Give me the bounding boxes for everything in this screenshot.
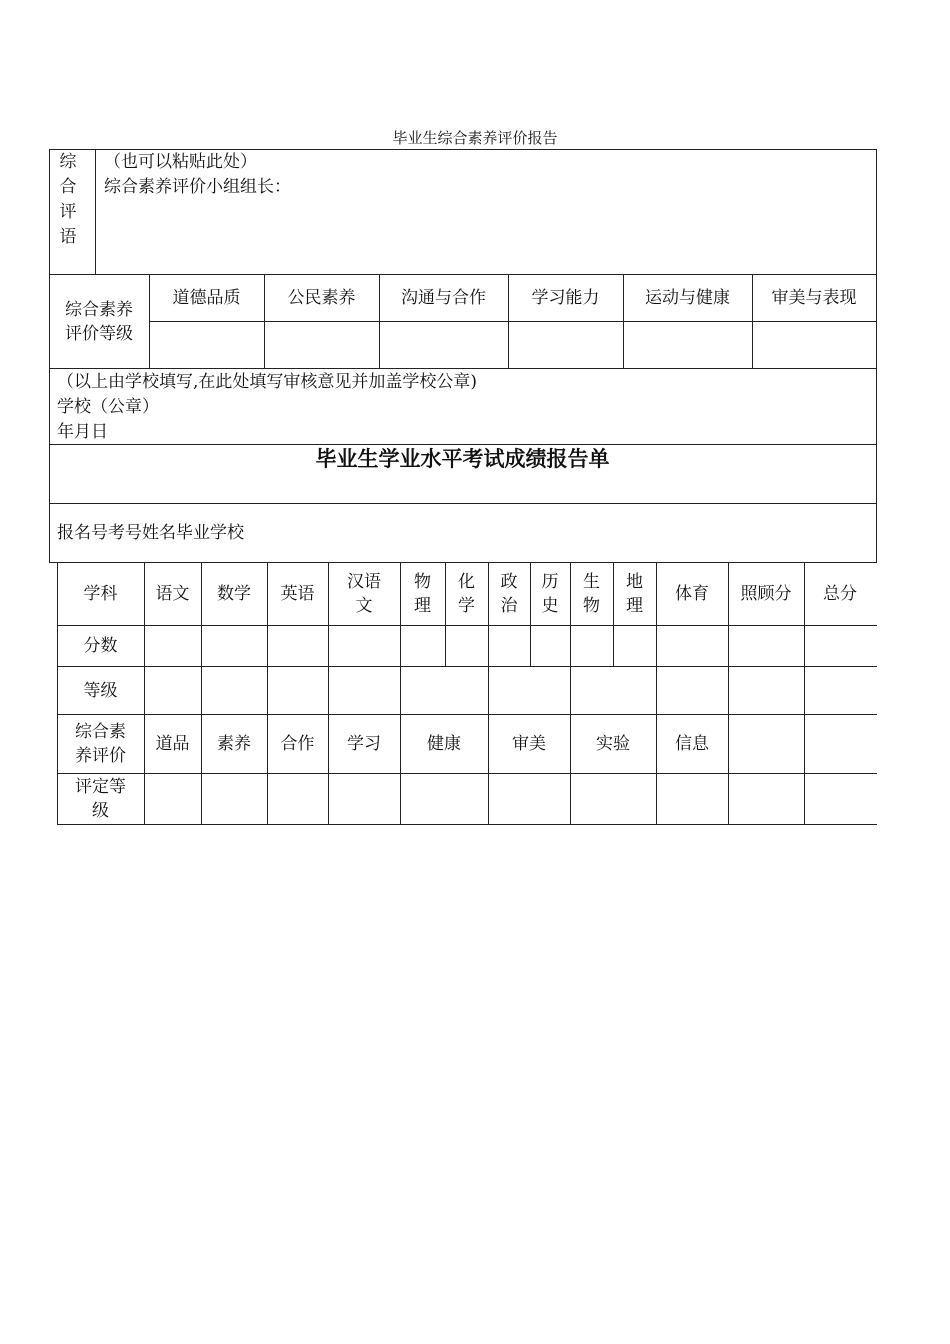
paste-note: （也可以粘贴此处） bbox=[104, 152, 257, 172]
level-row-label: 等级 bbox=[83, 680, 118, 701]
student-info: 报名号考号姓名毕业学校 bbox=[57, 523, 244, 543]
leader-label: 综合素养评价小组组长： bbox=[104, 177, 291, 197]
quality-item: 实验 bbox=[596, 734, 630, 754]
quality-item: 信息 bbox=[675, 734, 709, 754]
quality-item: 学习 bbox=[347, 734, 381, 754]
subject-header: 学科 bbox=[83, 584, 118, 604]
grade-row-label: 综合素养 评价等级 bbox=[65, 300, 133, 344]
quality-item: 健康 bbox=[427, 734, 461, 754]
subject-cell: 生 物 bbox=[583, 572, 600, 616]
score-row-label: 分数 bbox=[83, 636, 118, 656]
grade-category: 公民素养 bbox=[287, 288, 356, 308]
subject-cell: 历 史 bbox=[541, 572, 559, 616]
subject-cell: 汉语 文 bbox=[347, 572, 381, 616]
grade-category: 学习能力 bbox=[531, 288, 600, 308]
document-title: 毕业生综合素养评价报告 bbox=[392, 129, 558, 147]
subject-cell: 英语 bbox=[280, 584, 315, 604]
subject-cell: 物 理 bbox=[414, 572, 431, 616]
subject-cell: 体育 bbox=[675, 584, 709, 604]
grade-category: 运动与健康 bbox=[645, 288, 730, 308]
date-label: 年月日 bbox=[57, 422, 108, 442]
grade-category: 沟通与合作 bbox=[401, 288, 486, 308]
subject-cell: 照顾分 bbox=[740, 584, 792, 604]
grade-category: 道德品质 bbox=[172, 288, 241, 308]
subject-cell: 语文 bbox=[155, 584, 190, 604]
grade-category: 审美与表现 bbox=[771, 288, 857, 308]
quality-item: 素养 bbox=[217, 734, 251, 754]
quality-item: 道品 bbox=[155, 734, 190, 754]
exam-report-title: 毕业生学业水平考试成绩报告单 bbox=[315, 446, 610, 471]
school-note: （以上由学校填写,在此处填写审核意见并加盖学校公章) bbox=[57, 372, 478, 392]
subject-cell: 政 治 bbox=[500, 572, 518, 616]
quality-row-label: 综合素 养评价 bbox=[75, 722, 126, 766]
quality-item: 合作 bbox=[280, 734, 315, 754]
quality-item: 审美 bbox=[512, 734, 546, 754]
rating-row-label: 评定等 级 bbox=[75, 777, 126, 821]
comment-side-label: 综 合 评 语 bbox=[59, 152, 77, 247]
subject-cell: 化 学 bbox=[458, 572, 475, 616]
school-seal-label: 学校（公章） bbox=[57, 397, 159, 417]
subject-cell: 数学 bbox=[217, 584, 251, 604]
subject-cell: 地 理 bbox=[626, 572, 643, 616]
subject-cell: 总分 bbox=[823, 584, 857, 604]
